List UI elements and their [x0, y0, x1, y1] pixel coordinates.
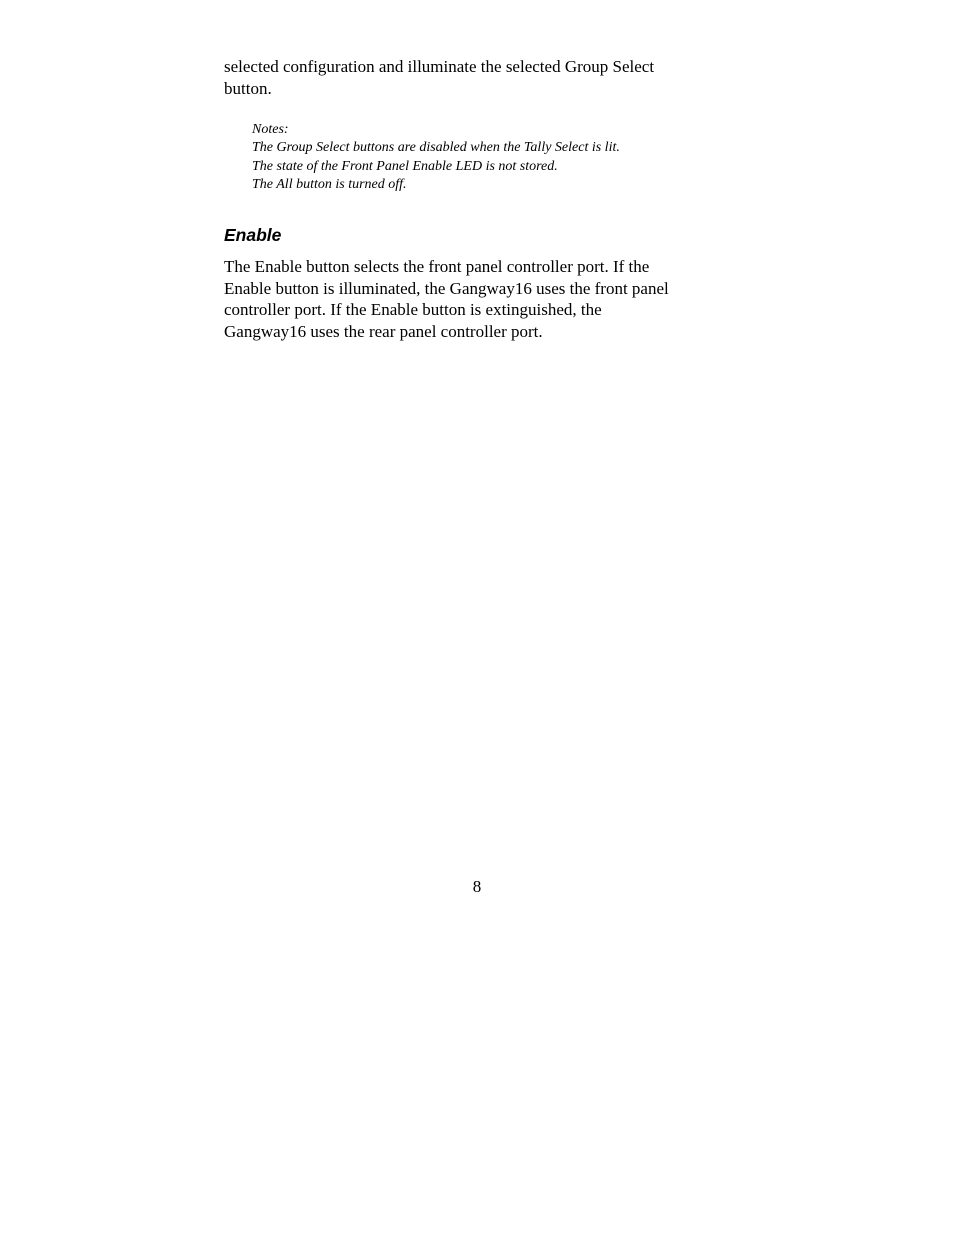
note-item: The Group Select buttons are disabled when the Tally Select is lit.: [252, 140, 620, 156]
note-item: The All button is turned off.: [252, 176, 407, 192]
continuation-paragraph: selected configuration and illuminate the selected Group Select button.: [224, 57, 655, 98]
notes-block: [252, 121, 724, 194]
notes-label: Notes:: [252, 122, 289, 137]
page-content: [224, 56, 724, 342]
enable-paragraph: The Enable button selects the front panel controller port. If the Enable button is illuminated, the Gangway16 uses the front panel controller port. If the Enable button is extinguished, the Gangway16 uses the rear panel controller port.: [224, 257, 669, 341]
section-heading-enable: Enable: [224, 225, 282, 246]
page-number: 8: [472, 877, 482, 896]
note-item: The state of the Front Panel Enable LED is not stored.: [252, 158, 558, 174]
